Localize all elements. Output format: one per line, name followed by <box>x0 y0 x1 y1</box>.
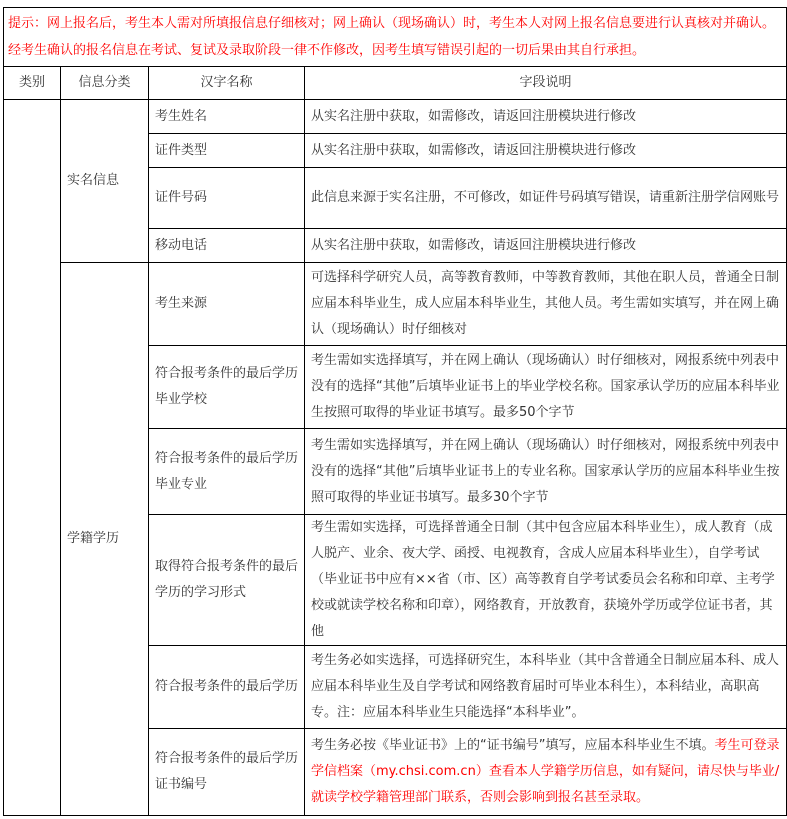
field-desc: 考生需如实选择填写，并在网上确认（现场确认）时仔细核对，网报系统中列表中没有的选择“其他”后填毕业证书上的专业名称。国家承认学历的应届本科毕业生按照可取得的毕业证书填写。最多30个字节 <box>305 429 787 515</box>
header-row <box>4 67 787 100</box>
field-name: 取得符合报考条件的最后学历的学习形式 <box>149 515 305 646</box>
field-name: 考生姓名 <box>149 100 305 134</box>
table-row <box>4 263 787 346</box>
field-desc: 考生务必如实选择，可选择研究生，本科毕业（其中含普通全日制应届本科、成人应届本科毕业生及自学考试和网络教育届时可毕业本科生），本科结业，高职高专。注：应届本科毕业生只能选择“本科毕业”。 <box>305 646 787 729</box>
field-name: 符合报考条件的最后学历证书编号 <box>149 729 305 816</box>
field-desc: 从实名注册中获取，如需修改，请返回注册模块进行修改 <box>305 100 787 134</box>
field-desc: 此信息来源于实名注册，不可修改，如证件号码填写错误，请重新注册学信网账号 <box>305 168 787 229</box>
registration-info-table <box>3 7 787 816</box>
field-name: 移动电话 <box>149 229 305 263</box>
group-education: 学籍学历 <box>61 263 149 816</box>
header-info-class: 信息分类 <box>61 67 149 100</box>
group-real-name: 实名信息 <box>61 100 149 263</box>
field-name: 符合报考条件的最后学历 <box>149 646 305 729</box>
header-field-name: 汉字名称 <box>149 67 305 100</box>
field-desc: 考生需如实选择填写，并在网上确认（现场确认）时仔细核对，网报系统中列表中没有的选择“其他”后填毕业证书上的毕业学校名称。国家承认学历的应届本科毕业生按照可取得的毕业证书填写。最多50个字节 <box>305 346 787 429</box>
field-desc-warning: 考生可登录学信档案（my.chsi.com.cn）查看本人学籍学历信息，如有疑问，请尽快与毕业/就读学校学籍管理部门联系，否则会影响到报名甚至录取。 <box>311 738 780 805</box>
field-name: 符合报考条件的最后学历毕业专业 <box>149 429 305 515</box>
notice-text: 提示：网上报名后，考生本人需对所填报信息仔细核对；网上确认（现场确认）时，考生本人对网上报名信息要进行认真核对并确认。经考生确认的报名信息在考试、复试及录取阶段一律不作修改，因考生填写错误引起的一切后果由其自行承担。 <box>4 8 787 67</box>
header-category: 类别 <box>4 67 61 100</box>
field-desc: 考生需如实选择，可选择普通全日制（其中包含应届本科毕业生），成人教育（成人脱产、业余、夜大学、函授、电视教育，含成人应届本科毕业生），自学考试（毕业证书中应有××省（市、区）高等教育自学考试委员会名称和印章、主考学校或就读学校名称和印章），网络教育，开放教育，获境外学历或学位证书者，其他 <box>305 515 787 646</box>
notice-row <box>4 8 787 67</box>
field-desc: 可选择科学研究人员，高等教育教师，中等教育教师，其他在职人员，普通全日制应届本科毕业生，成人应届本科毕业生，其他人员。考生需如实填写，并在网上确认（现场确认）时仔细核对 <box>305 263 787 346</box>
category-cell <box>4 100 61 816</box>
table-row <box>4 100 787 134</box>
field-desc: 从实名注册中获取，如需修改，请返回注册模块进行修改 <box>305 229 787 263</box>
field-name: 考生来源 <box>149 263 305 346</box>
field-desc: 从实名注册中获取，如需修改，请返回注册模块进行修改 <box>305 134 787 168</box>
header-field-desc: 字段说明 <box>305 67 787 100</box>
field-desc-text: 考生务必按《毕业证书》上的“证书编号”填写，应届本科毕业生不填。 <box>311 738 715 753</box>
field-desc <box>305 729 787 816</box>
field-name: 证件类型 <box>149 134 305 168</box>
field-name: 符合报考条件的最后学历毕业学校 <box>149 346 305 429</box>
field-name: 证件号码 <box>149 168 305 229</box>
